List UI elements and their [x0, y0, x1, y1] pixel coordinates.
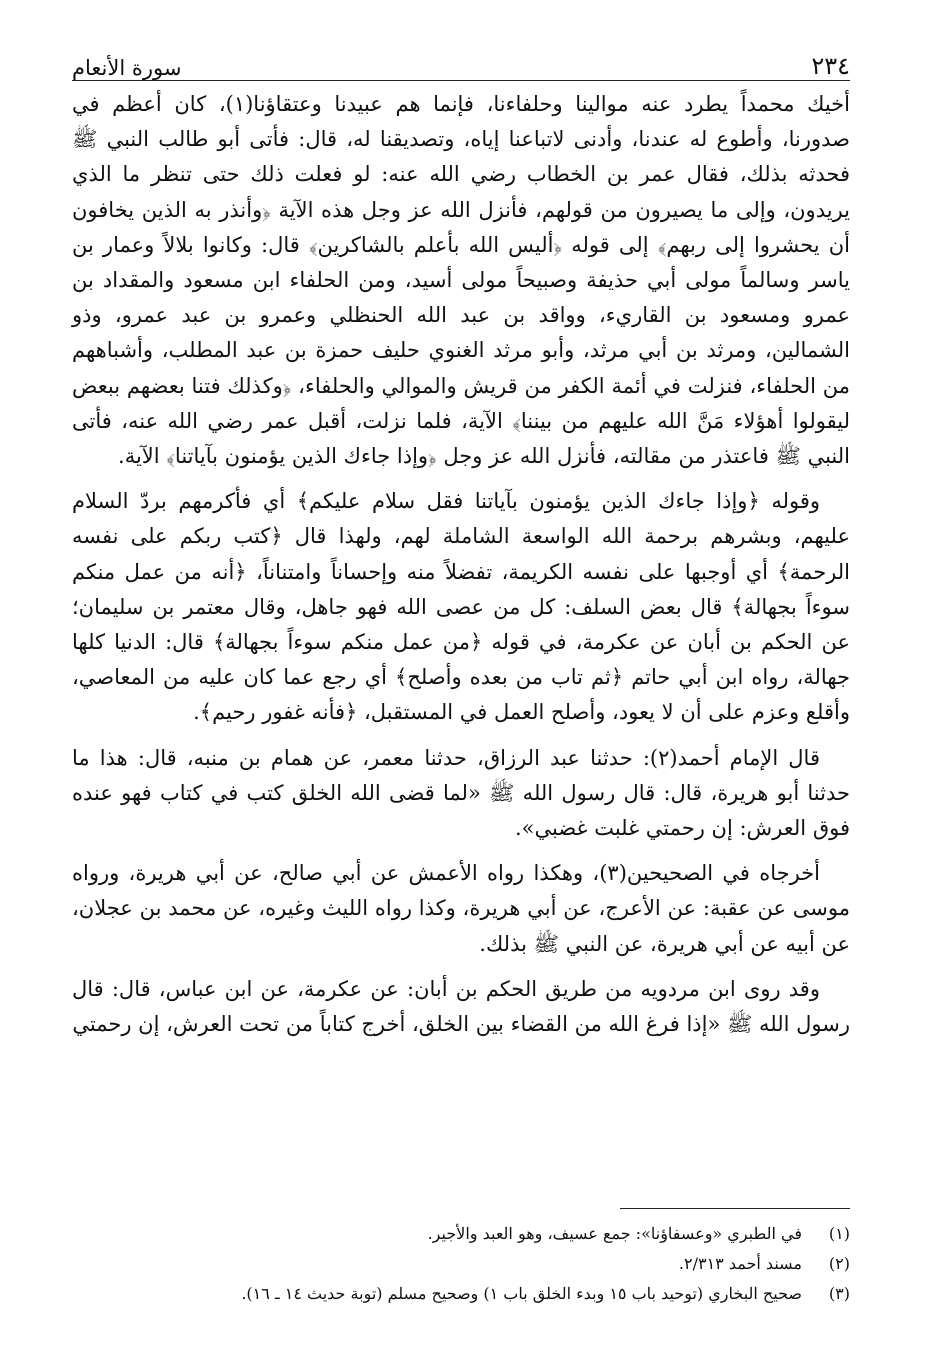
- paragraph: أخرجاه في الصحيحين(٣)، وهكذا رواه الأعمش عن أبي صالح، عن أبي هريرة، ورواه موسى عن عقبة: عن الأعرج، عن أبي هريرة، وكذا رواه الليث وغيره، عن محمد بن عجلان، عن أبيه عن أبي هريرة، عن النبي ﷺ بذلك.: [72, 861, 850, 956]
- footnote-text: مسند أحمد ٢/٣١٣.: [678, 1254, 802, 1273]
- footnote-number: (١): [828, 1224, 850, 1243]
- surah-title: سورة الأنعام: [72, 56, 182, 80]
- page-header: [72, 40, 850, 81]
- footnote: [72, 1279, 850, 1309]
- footnote: [72, 1219, 850, 1249]
- footnote-number: (٣): [828, 1284, 850, 1303]
- paragraph: وقد روى ابن مردويه من طريق الحكم بن أبان: عن عكرمة، عن ابن عباس، قال: قال رسول الله ﷺ «إذا فرغ الله من القضاء بين الخلق، أخرج كتاباً من تحت العرش، إن رحمتي: [72, 976, 850, 1037]
- page: [72, 40, 850, 1042]
- footnote-text: في الطبري «وعسفاؤنا»: جمع عسيف، وهو العبد والأجير.: [427, 1224, 802, 1243]
- paragraph: قال الإمام أحمد(٢): حدثنا عبد الرزاق، حدثنا معمر، عن همام بن منبه، قال: هذا ما حدثنا أبو هريرة، قال: قال رسول الله ﷺ «لما قضى الله الخلق كتب في كتاب فهو عنده فوق العرش: إن رحمتي غلبت غضبي».: [72, 745, 850, 841]
- footnotes: [72, 1208, 850, 1309]
- footnote-text: صحيح البخاري (توحيد باب ١٥ وبدء الخلق باب ١) وصحيح مسلم (توبة حديث ١٤ ـ ١٦).: [241, 1284, 802, 1303]
- body-text: [72, 87, 850, 1042]
- footnote-divider: [620, 1208, 850, 1209]
- footnote: [72, 1249, 850, 1279]
- footnote-number: (٢): [828, 1254, 850, 1273]
- paragraph: وقوله ﴿وإذا جاءك الذين يؤمنون بآياتنا فقل سلام عليكم﴾ أي فأكرمهم بردّ السلام عليهم، وبشرهم برحمة الله الواسعة الشاملة لهم، ولهذا قال ﴿كتب ربكم على نفسه الرحمة﴾ أي أوجبها على نفسه الكريمة، تفضلاً منه وإحساناً وامتناناً، ﴿أنه من عمل منكم سوءاً بجهالة﴾ قال بعض السلف: كل من عصى الله فهو جاهل، وقال معتمر بن سليمان؛ عن الحكم بن أبان عن عكرمة، في قوله ﴿من عمل منكم سوءاً بجهالة﴾ قال: الدنيا كلها جهالة، رواه ابن أبي حاتم ﴿ثم تاب من بعده وأصلح﴾ أي رجع عما كان عليه من المعاصي، وأقلع وعزم على أن لا يعود، وأصلح العمل في المستقبل، ﴿فأنه غفور رحيم﴾.: [72, 489, 850, 725]
- page-number: ٢٣٤: [811, 52, 850, 80]
- paragraph: أخيك محمداً يطرد عنه موالينا وحلفاءنا، فإنما هم عبيدنا وعتقاؤنا(١)، كان أعظم في صدورنا، وأطوع له عندنا، وأدنى لاتباعنا إياه، وتصديقنا له، قال: فأتى أبو طالب النبي ﷺ فحدثه بذلك، فقال عمر بن الخطاب رضي الله عنه: لو فعلت ذلك حتى تنظر ما الذي يريدون، وإلى ما يصيرون من قولهم، فأنزل الله عز وجل هذه الآية ﴿وأنذر به الذين يخافون أن يحشروا إلى ربهم﴾ إلى قوله ﴿أليس الله بأعلم بالشاكرين﴾ قال: وكانوا بلالاً وعمار بن ياسر وسالماً مولى أبي حذيفة وصبيحاً مولى أسيد، ومن الحلفاء ابن مسعود والمقداد بن عمرو ومسعود بن القاريء، وواقد بن عبد الله الحنظلي وعمرو بن عبد عمرو، وذو الشمالين، ومرثد بن أبي مرثد، وأبو مرثد الغنوي حليف حمزة بن عبد المطلب، وأشباههم من الحلفاء، فنزلت في أئمة الكفر من قريش والموالي والحلفاء، ﴿وكذلك فتنا بعضهم ببعض ليقولوا أهؤلاء مَنَّ الله عليهم من بيننا﴾ الآية، فلما نزلت، أقبل عمر رضي الله عنه، فأتى النبي ﷺ فاعتذر من مقالته، فأنزل الله عز وجل ﴿وإذا جاءك الذين يؤمنون بآياتنا﴾ الآية.: [72, 92, 850, 469]
